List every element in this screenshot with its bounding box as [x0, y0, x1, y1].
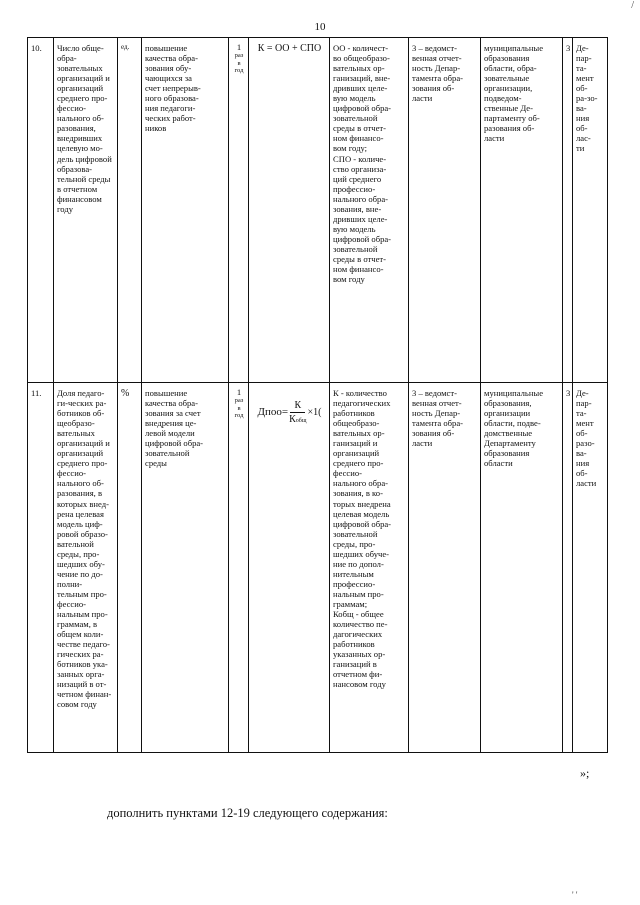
table-row	[28, 383, 608, 753]
data-source: 3 – ведомст- венная отчет- ность Депар- тамента обра- зования об- ласти	[409, 383, 481, 753]
calculation-formula: К = ОО + СПО	[249, 38, 330, 383]
row-number: 11.	[28, 383, 54, 753]
data-source: 3 – ведомст- венная отчет- ность Депар- тамента обра- зования об- ласти	[409, 38, 481, 383]
responsible-parties: муниципальные образования, организации области, подве- домственные Департаменту образования области	[481, 383, 563, 753]
table-row	[28, 38, 608, 383]
formula-expression	[252, 400, 327, 425]
responsible-parties: муниципальные образования области, обра- зовательные организации, подведом- ственные Де- партаменту об- разования об- ласти	[481, 38, 563, 383]
row-number: 10.	[28, 38, 54, 383]
periodicity-value: 1	[236, 387, 242, 397]
formula-multiplier: ×1(	[307, 406, 322, 418]
indicator-goal: повышение качества обра- зования обу- чающихся за счет непрерыв- ного образова- ния педагоги- ческих работ- ников	[142, 38, 229, 383]
bottom-mark: ' '	[572, 890, 578, 900]
responsible-department: Де- пар- та- мент об- ра-зо- ва- ния об- лас- ти	[573, 38, 608, 383]
indicator-name: Число обще- обра- зовательных организаций и организаций среднего про- фессио- нального об- разования, внедривших целевую мо- дель цифровой образова- тельной среды в отчетном финансовом году	[54, 38, 118, 383]
formula-denominator-base: К	[289, 414, 296, 425]
indicator-name: Доля педаго- ги-ческих ра- ботников об- щеобразо- вательных организаций и организаций среднего про- фессио- нального об- разования, в которых внед- рена целевая модель циф- ровой образо- вательной среды, про- шедших обу- чение по до- полни- тельным про- фессио- нальным про- граммам, в общем коли- честве педаго- гических ра- ботников ука- занных орга- низаций в от- четном финан- совом году	[54, 383, 118, 753]
formula-numerator: К	[290, 400, 305, 413]
responsible-department: Де- пар- та- мент об- разо- ва- ния об- ласти	[573, 383, 608, 753]
unit-of-measure: %	[118, 383, 142, 753]
formula-definitions: ОО - количест- во общеобразо- вательных ор- ганизаций, вне- дривших целе- вую модель цифровой обра- зовательной среды в отчет- ном финансо- вом году; СПО - количе- ство организа- ций среднего профессио- нального обра- зования, вне- дривших целе- вую модель цифровой обра- зовательной среды в отчет- ном финансо- вом году	[330, 38, 409, 383]
calculation-formula	[249, 383, 330, 753]
formula-definitions: К - количество педагогических работников общеобразо- вательных ор- ганизаций и организаций среднего про- фессио- нального обра- зования, в ко- торых внедрена целевая модель цифровой обра- зовательной среды, про- шедших обуче- ние по допол- нительным профессио- нальным про- граммам; Кобщ - общее количество пе- дагогических работников указанных ор- ганизаций в отчетном фи- нансовом году	[330, 383, 409, 753]
periodicity	[229, 38, 249, 383]
formula-fraction	[289, 400, 306, 425]
page-number: 10	[314, 21, 326, 33]
rank-value: 3	[563, 383, 573, 753]
periodicity-unit: раз в год	[234, 397, 244, 419]
amendment-text: дополнить пунктами 12-19 следующего содержания:	[107, 806, 388, 820]
indicators-table	[27, 37, 608, 753]
formula-lhs: Дпоо=	[257, 406, 289, 419]
corner-mark: /	[631, 0, 634, 11]
formula-denominator-subscript: общ	[295, 418, 307, 424]
rank-value: 3	[563, 38, 573, 383]
periodicity-value: 1	[236, 42, 242, 52]
unit-of-measure: ед.	[118, 38, 142, 383]
closing-quote-mark: »;	[580, 766, 590, 780]
indicator-goal: повышение качества обра- зования за счет внедрения це- левой модели цифровой обра- зовательной среды	[142, 383, 229, 753]
formula-denominator	[289, 413, 306, 425]
periodicity	[229, 383, 249, 753]
periodicity-unit: раз в год	[234, 52, 244, 74]
